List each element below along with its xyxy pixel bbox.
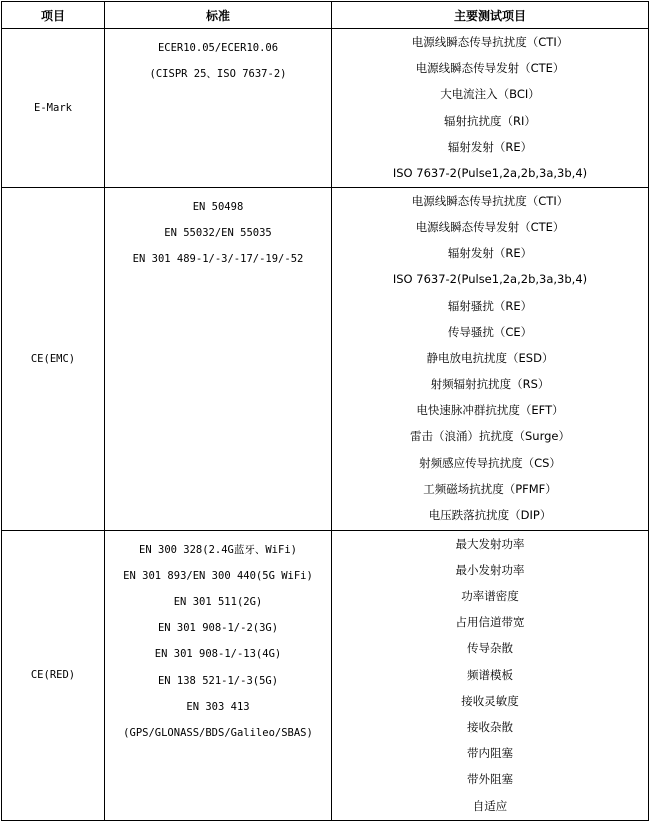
test-item: 最小发射功率 <box>455 562 525 577</box>
tests-cell <box>332 29 649 188</box>
test-item: 功率谱密度 <box>461 589 519 604</box>
standard-line: EN 301 908-1/-2(3G) <box>157 622 279 635</box>
test-item: ISO 7637-2(Pulse1,2a,2b,3a,3b,4) <box>392 165 588 180</box>
test-item: 静电放电抗扰度（ESD） <box>426 350 554 365</box>
test-item: 传导杂散 <box>467 641 513 656</box>
standard-line: EN 300 328(2.4G蓝牙、WiFi) <box>139 543 297 556</box>
test-item: 电源线瞬态传导抗扰度（CTI） <box>411 35 569 49</box>
test-item: 电源线瞬态传导抗扰度（CTI） <box>411 193 569 208</box>
standard-line: EN 303 413 <box>186 700 250 713</box>
test-item: 最大发射功率 <box>455 536 525 551</box>
standards-cell <box>105 530 332 820</box>
standards-cell <box>105 187 332 530</box>
test-item: 带外阻塞 <box>467 772 513 787</box>
test-item: 频谱模板 <box>467 667 513 682</box>
standards-cell <box>105 29 332 188</box>
standard-line: ECER10.05/ECER10.06 <box>157 42 279 54</box>
test-item: 电源线瞬态传导发射（CTE） <box>415 219 565 234</box>
header-project: 项目 <box>2 2 105 29</box>
category-cell: CE(RED) <box>2 530 105 820</box>
standard-line: (GPS/GLONASS/BDS/Galileo/SBAS) <box>123 727 313 739</box>
header-standard: 标准 <box>105 2 332 29</box>
test-item: 辐射抗扰度（RI） <box>444 113 536 128</box>
test-item: 工频磁场抗扰度（PFMF） <box>423 481 557 496</box>
table-row <box>2 187 649 530</box>
table-row <box>2 530 649 820</box>
test-item: 辐射发射（RE） <box>447 246 533 261</box>
test-item: 电压跌落抗扰度（DIP） <box>428 508 552 523</box>
standard-line: EN 50498 <box>192 200 244 213</box>
test-item: ISO 7637-2(Pulse1,2a,2b,3a,3b,4) <box>392 272 588 287</box>
test-item: 接收灵敏度 <box>461 693 519 708</box>
test-item: 辐射骚扰（RE） <box>447 298 533 313</box>
standard-line: EN 301 511(2G) <box>173 596 263 609</box>
standards-table <box>1 1 649 821</box>
test-item: 带内阻塞 <box>467 746 513 761</box>
test-item: 电源线瞬态传导发射（CTE） <box>415 61 565 76</box>
standard-line: (CISPR 25、ISO 7637-2) <box>149 68 287 81</box>
standard-line: EN 55032/EN 55035 <box>164 226 272 239</box>
test-item: 自适应 <box>472 798 508 813</box>
category-cell: CE(EMC) <box>2 187 105 530</box>
header-row <box>2 2 649 29</box>
standard-line: EN 301 908-1/-13(4G) <box>154 648 282 661</box>
tests-cell <box>332 530 649 820</box>
header-main-tests: 主要测试项目 <box>332 2 649 29</box>
test-item: 射频辐射抗扰度（RS） <box>430 377 550 392</box>
test-item: 占用信道带宽 <box>455 615 525 630</box>
test-item: 射频感应传导抗扰度（CS） <box>419 455 561 470</box>
test-item: 传导骚扰（CE） <box>447 324 533 339</box>
test-item: 雷击（浪涌）抗扰度（Surge） <box>410 429 570 444</box>
test-item: 大电流注入（BCI） <box>440 87 540 102</box>
test-item: 辐射发射（RE） <box>447 139 533 154</box>
table-row <box>2 29 649 188</box>
standard-line: EN 301 489-1/-3/-17/-19/-52 <box>132 253 304 266</box>
category-cell: E-Mark <box>2 29 105 188</box>
standard-line: EN 301 893/EN 300 440(5G WiFi) <box>123 569 313 582</box>
tests-cell <box>332 187 649 530</box>
test-item: 接收杂散 <box>467 720 513 734</box>
standard-line: EN 138 521-1/-3(5G) <box>157 674 279 687</box>
test-item: 电快速脉冲群抗扰度（EFT） <box>416 403 564 418</box>
